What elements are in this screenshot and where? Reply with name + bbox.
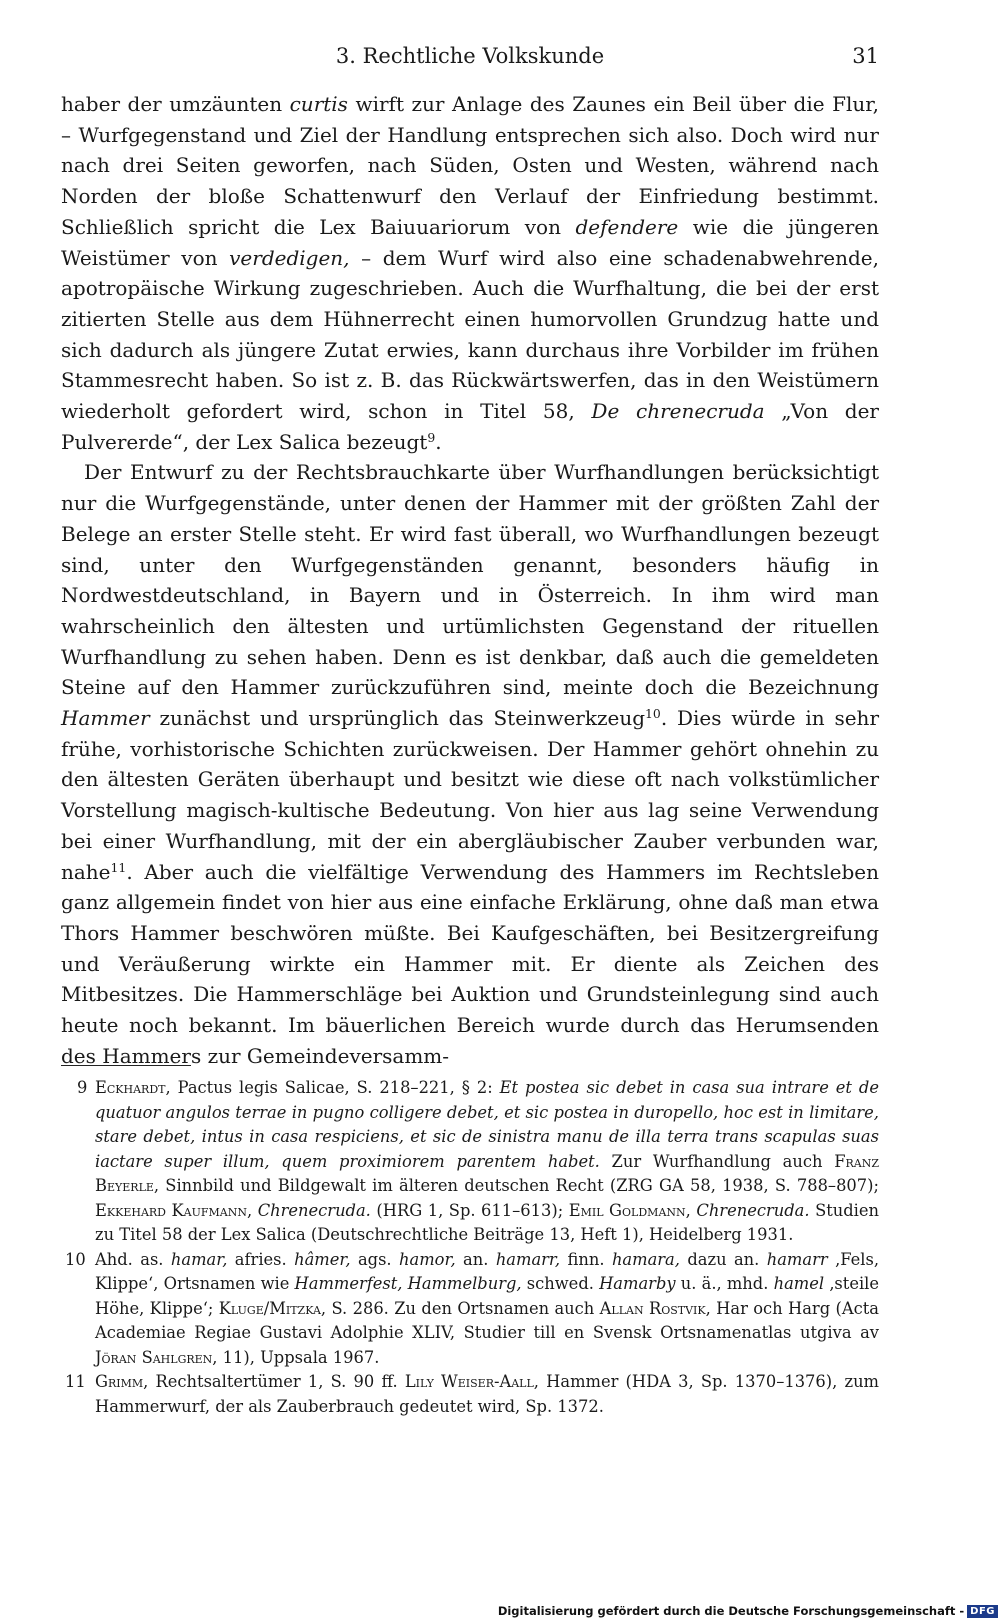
footnote-10: 10 Ahd. as. hamar, afries. hâmer, ags. hamor, an. hamarr, finn. hamara, dazu an. hamarr ‚Fels, Klippe‘, Ortsnamen wie Hammerfest, Hammelburg, schwed. Hamarby u. ä., mhd. hamel ‚steile Höhe, Klippe‘; Kluge/Mitzka, S. 286. Zu den Ortsnamen auch Allan Rostvik, Har och Harg (Acta Academiae Regiae Gustavi Adolphie XLIV, Studier till en Svensk Ortsnamenatlas utgiva av Jöran Sahlgren, 11), Uppsala 1967. [65, 1249, 880, 1367]
footnote-separator [61, 1065, 191, 1066]
running-header [61, 44, 879, 78]
body-text [61, 89, 879, 1072]
footnote-number: 9 [77, 1078, 88, 1097]
title-term: De chrenecruda [591, 399, 765, 424]
footnote-ref-9: 9 [427, 429, 436, 445]
footnote-number: 11 [65, 1372, 86, 1391]
funding-note: Digitalisierung gefördert durch die Deutsche Forschungsgemeinschaft - [497, 1604, 965, 1618]
footnote-11: 11 Grimm, Rechtsaltertümer 1, S. 90 ff. Lily Weiser-Aall, Hammer (HDA 3, Sp. 1370–1376), zum Hammerwurf, der als Zauberbrauch gedeutet wird, Sp. 1372. [65, 1372, 879, 1416]
footnote-9: 9 Eckhardt, Pactus legis Salicae, S. 218–221, § 2: Et postea sic debet in casa sua intrare et de quatuor angulos terrae in pugno colligere debet, et sic postea in duropello, hoc est in limitare, stare debet, intus in casa respiciens, et sic de sinistra manu de illa terra trans scapulas suas iactare super illum, quem proximiorem parentem habet. Zur Wurfhandlung auch Franz Beyerle, Sinnbild und Bildgewalt im älteren deutschen Recht (ZRG GA 58, 1938, S. 788–807); Ekkehard Kaufmann, Chrenecruda. (HRG 1, Sp. 611–613); Emil Goldmann, Chrenecruda. Studien zu Titel 58 der Lex Salica (Deutschrechtliche Beiträge 13, Heft 1), Heidelberg 1931. [77, 1078, 880, 1244]
footnote-ref-10: 10 [645, 706, 661, 722]
footnote-ref-11: 11 [110, 859, 127, 875]
footnote-number: 10 [65, 1249, 86, 1269]
paragraph-2: Der Entwurf zu der Rechtsbrauchkarte über Wurfhandlungen berücksichtigt nur die Wurfgegenstände, unter denen der Hammer mit der größten Zahl der Belege an erster Stelle steht. Er wird fast überall, wo Wurfhandlungen bezeugt sind, unter den Wurfgegenständen genannt, besonders häufig in Nordwestdeutschland, in Bayern und in Österreich. In ihm wird man wahrscheinlich den ältesten und urtümlichsten Gegenstand der rituellen Wurfhandlung zu sehen haben. Denn es ist denkbar, daß auch die gemeldeten Steine auf den Hammer zurückzuführen sind, meinte doch die Bezeichnung Hammer zunächst und ursprünglich das Steinwerkzeug$^{10}$. Dies würde in sehr frühe, vorhistorische Schichten zurückweisen. Der Hammer gehört ohnehin zu den ältesten Geräten überhaupt und besitzt wie diese oft nach volkstümlicher Vorstellung magisch-kultische Bedeutung. Von hier aus lag seine Verwendung bei einer Wurfhandlung, mit der ein abergläubischer Zauber verbunden war, nahe$^{11}$. Aber auch die vielfältige Verwendung des Hammers im Rechtsleben ganz allgemein findet von hier aus eine einfache Erklärung, ohne daß man etwa Thors Hammer beschwören müßte. Bei Kaufgeschäften, bei Besitzergreifung und Veräußerung wirkte ein Hammer mit. Er diente als Zeichen des Mitbesitzes. Die Hammerschläge bei Auktion und Grundsteinlegung sind auch heute noch bekannt. Im bäuerlichen Bereich wurde durch das Herumsenden des Hammers zur Gemeindeversamm- [61, 460, 880, 1068]
digitization-footer [498, 1602, 998, 1620]
dfg-logo-icon: DFG [967, 1605, 998, 1618]
latin-term: curtis [289, 92, 348, 116]
footnotes [61, 1076, 879, 1419]
term: Hammer [61, 706, 150, 731]
page-number: 31 [852, 44, 879, 68]
latin-term: defendere [575, 214, 679, 239]
paragraph-1: haber der umzäunten curtis wirft zur Anlage des Zaunes ein Beil über die Flur, – Wurfgegenstand und Ziel der Handlung entsprechen sich also. Doch wird nur nach drei Seiten geworfen, nach Süden, Osten und Westen, während nach Norden der bloße Schattenwurf den Verlauf der Einfriedung bestimmt. Schließlich spricht die Lex Baiuuariorum von defendere wie die jüngeren Weistümer von verdedigen, – dem Wurf wird also eine schadenabwehrende, apotropäische Wirkung zugeschrieben. Auch die Wurfhaltung, die bei der erst zitierten Stelle aus dem Hühnerrecht einen humorvollen Grundzug hatte und sich dadurch als jüngere Zutat erwies, kann durchaus ihre Vorbilder im frühen Stammesrecht haben. So ist z. B. das Rückwärtswerfen, das in den Weistümern wiederholt gefordert wird, schon in Titel 58, De chrenecruda „Von der Pulvererde“, der Lex Salica bezeugt$^9$. [61, 92, 879, 454]
chapter-title: 3. Rechtliche Volkskunde [335, 44, 605, 68]
term: verdedigen, [229, 245, 350, 270]
